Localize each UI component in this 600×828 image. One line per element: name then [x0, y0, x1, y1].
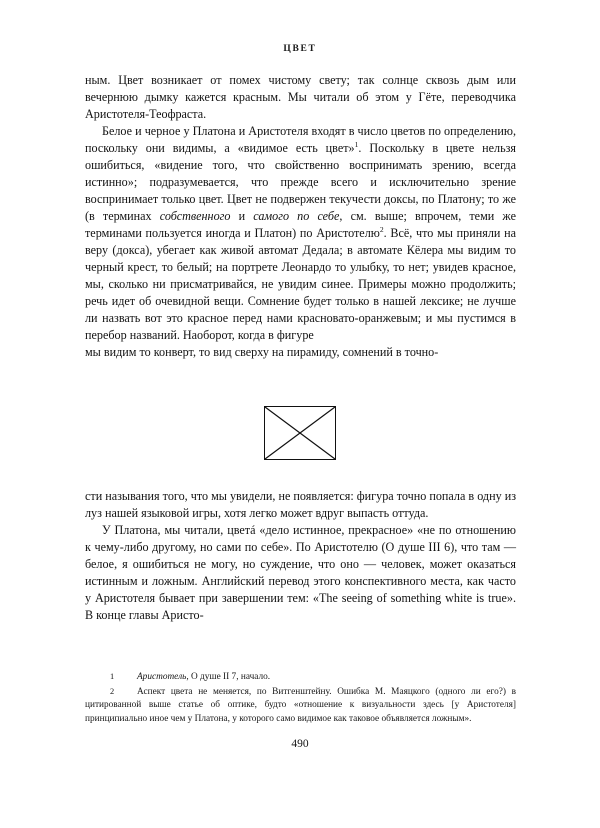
paragraph-2-segment-e: . Всё, что мы приняли на веру (докса), убегает как живой автомат Дедала; в автомате Кёлера мы видим то черный крест, то белый; на портрете Леонардо то улыбку, то нет; увидев красное, мы, сколько ни присматривайся, не увидим синее. Примеры можно продолжить; речь идет об очевидной вещи. Сомнение будет только в нашей лексике; не лучше ли назвать вот это красное перед нами красновато-оранжевым; и мы пустимся в перебор названий. Наоборот, когда в фигуре	[85, 226, 516, 342]
paragraph-5-english-quote: The seeing of something white is true	[318, 591, 507, 605]
running-head: ЦВЕТ	[283, 44, 317, 54]
footnote-1-italic-lead: Аристотель	[137, 672, 187, 682]
footnote-2-text: Аспект цвета не меняется, по Витгенштейну. Ошибка М. Маяцкого (одного ли его?) в цитированной выше статье об оптике, будто «отношение к визуальности здесь [у Аристотеля] принципиально иное чем у Платона, у которого само видимое как таковое объявляется ложным».	[85, 686, 516, 724]
paragraph-5-segment-b: ». В конце главы Аристо-	[85, 591, 516, 622]
paragraph-2-segment-b: . Поскольку в цвете нельзя ошибиться, «видение того, что свойственно воспринимать зрению, всегда истинно»; подразумевается, что прежде всего и исключительно зрение воспринимает только цвет. Цвет не подвержен текучести доксы, по Платону; то же (в терминах	[85, 141, 516, 223]
paragraph-3: мы видим то конверт, то вид сверху на пирамиду, сомнений в точно-	[85, 345, 439, 359]
paragraph-2-italic-2: самого по себе	[253, 209, 340, 223]
footnote-1	[85, 670, 516, 685]
footnote-1-number: 1	[110, 672, 115, 681]
paragraph-5	[85, 522, 516, 624]
diagonals-icon	[265, 407, 335, 459]
paragraph-2-segment-a: Белое и черное у Платона и Аристотеля входят в число цветов по определению, поскольку они видимы, а «видимое есть цвет»	[85, 124, 516, 155]
paragraph-2	[85, 123, 516, 344]
body-text-column-lower	[85, 488, 516, 624]
body-text-column-upper	[85, 72, 516, 361]
paragraph-5-segment-a: У Платона, мы читали, цветá «дело истинное, прекрасное» «не по отношению к чему-либо другому, но сами по себе». По Аристотелю (О душе III 6), что там — белое, я ошибиться не могу, но суждение, что оно — человек, может оказаться истинным и ложным. Английский перевод этого конспективного места, как часто у Аристотеля бывает при завершении тем: «	[85, 523, 516, 605]
footnote-2-number: 2	[110, 686, 115, 696]
footnote-marker-1[interactable]: 1	[354, 139, 359, 149]
rectangle-with-diagonals-figure	[264, 406, 336, 460]
paragraph-2-italic-1: собственного	[159, 209, 231, 223]
paragraph-2-segment-d: , см. выше; впрочем, теми же терминами пользуется иногда и Платон) по Аристотелю	[85, 209, 517, 240]
footnote-2	[85, 685, 516, 727]
footnotes-section	[85, 670, 516, 726]
footnote-1-text: , О душе II 7, начало.	[186, 672, 271, 682]
page-number: 490	[291, 738, 309, 750]
paragraph-2-segment-c: и	[230, 209, 254, 223]
figure-container	[0, 406, 600, 465]
paragraph-1: ным. Цвет возникает от помех чистому свету; так солнце сквозь дым или вечернюю дымку кажется красным. Мы читали об этом у Гёте, переводчика Аристотеля-Теофраста.	[85, 73, 516, 121]
paragraph-4: сти называния того, что мы увидели, не появляется: фигура точно попала в одну из луз нашей языковой игры, хотя легко может вдруг выпасть оттуда.	[85, 489, 516, 520]
footnote-marker-2[interactable]: 2	[379, 224, 384, 234]
